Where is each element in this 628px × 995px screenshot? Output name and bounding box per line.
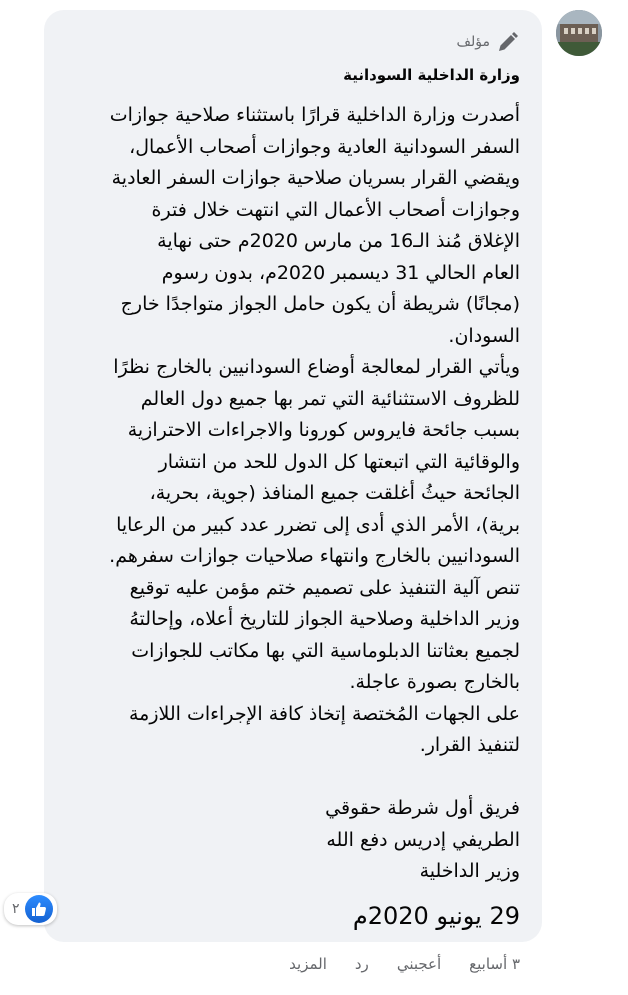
reaction-summary[interactable] (4, 893, 57, 925)
building-avatar-image (556, 10, 602, 56)
author-badge (457, 30, 521, 54)
like-reaction-icon (25, 895, 53, 923)
comment-actions (289, 955, 520, 973)
like-button[interactable]: أعجبني (396, 955, 442, 973)
pencil-icon (496, 30, 520, 54)
author-name[interactable]: وزارة الداخلية السودانية (343, 66, 520, 84)
more-button[interactable]: المزيد (289, 955, 327, 973)
author-avatar[interactable] (556, 10, 602, 56)
reply-button[interactable]: رد (354, 955, 369, 973)
comment-bubble (44, 10, 542, 942)
author-badge-label: مؤلف (456, 34, 490, 50)
reaction-count: ٢ (12, 901, 20, 917)
post-date: 29 يونيو 2020م (352, 902, 520, 930)
post-text: أصدرت وزارة الداخلية قرارًا باستثناء صلاحية جوازات السفر السودانية العادية وجوازات أصحاب الأعمال، ويقضي القرار بسريان صلاحية جوازات السفر العادية وجوازات أصحاب الأعمال التي انتهت خلال فترة الإغلاق مُنذ الـ16 من مارس 2020م حتى نهاية العام الحالي 31 ديسمبر 2020م، بدون رسوم (مجانًا) شريطة أن يكون حامل الجواز متواجدًا خارج السودان. ويأتي القرار لمعالجة أوضاع السودانيين بالخارج نظرًا للظروف الاستثنائية التي تمر بها جميع دول العالم بسبب جائحة فايروس كورونا والاجراءات الاحترازية والوقائية التي اتبعتها كل الدول للحد من انتشار الجائحة حيثُ أغلقت جميع المنافذ (جوية، بحرية، برية)، الأمر الذي أدى إلى تضرر عدد كبير من الرعايا السودانيين بالخارج وانتهاء صلاحيات جوازات سفرهم. تنص آلية التنفيذ على تصميم ختم مؤمن عليه توقيع وزير الداخلية وصلاحية الجواز للتاريخ أعلاه، وإحالتهُ لجميع بعثاتنا الدبلوماسية التي بها مكاتب للجوازات بالخارج بصورة عاجلة. على الجهات المُختصة إتخاذ كافة الإجراءات اللازمة لتنفيذ القرار. فريق أول شرطة حقوقي الطريفي إدريس دفع الله وزير الداخلية (109, 104, 520, 882)
comment-timestamp[interactable]: ٣ أسابيع (469, 955, 520, 973)
